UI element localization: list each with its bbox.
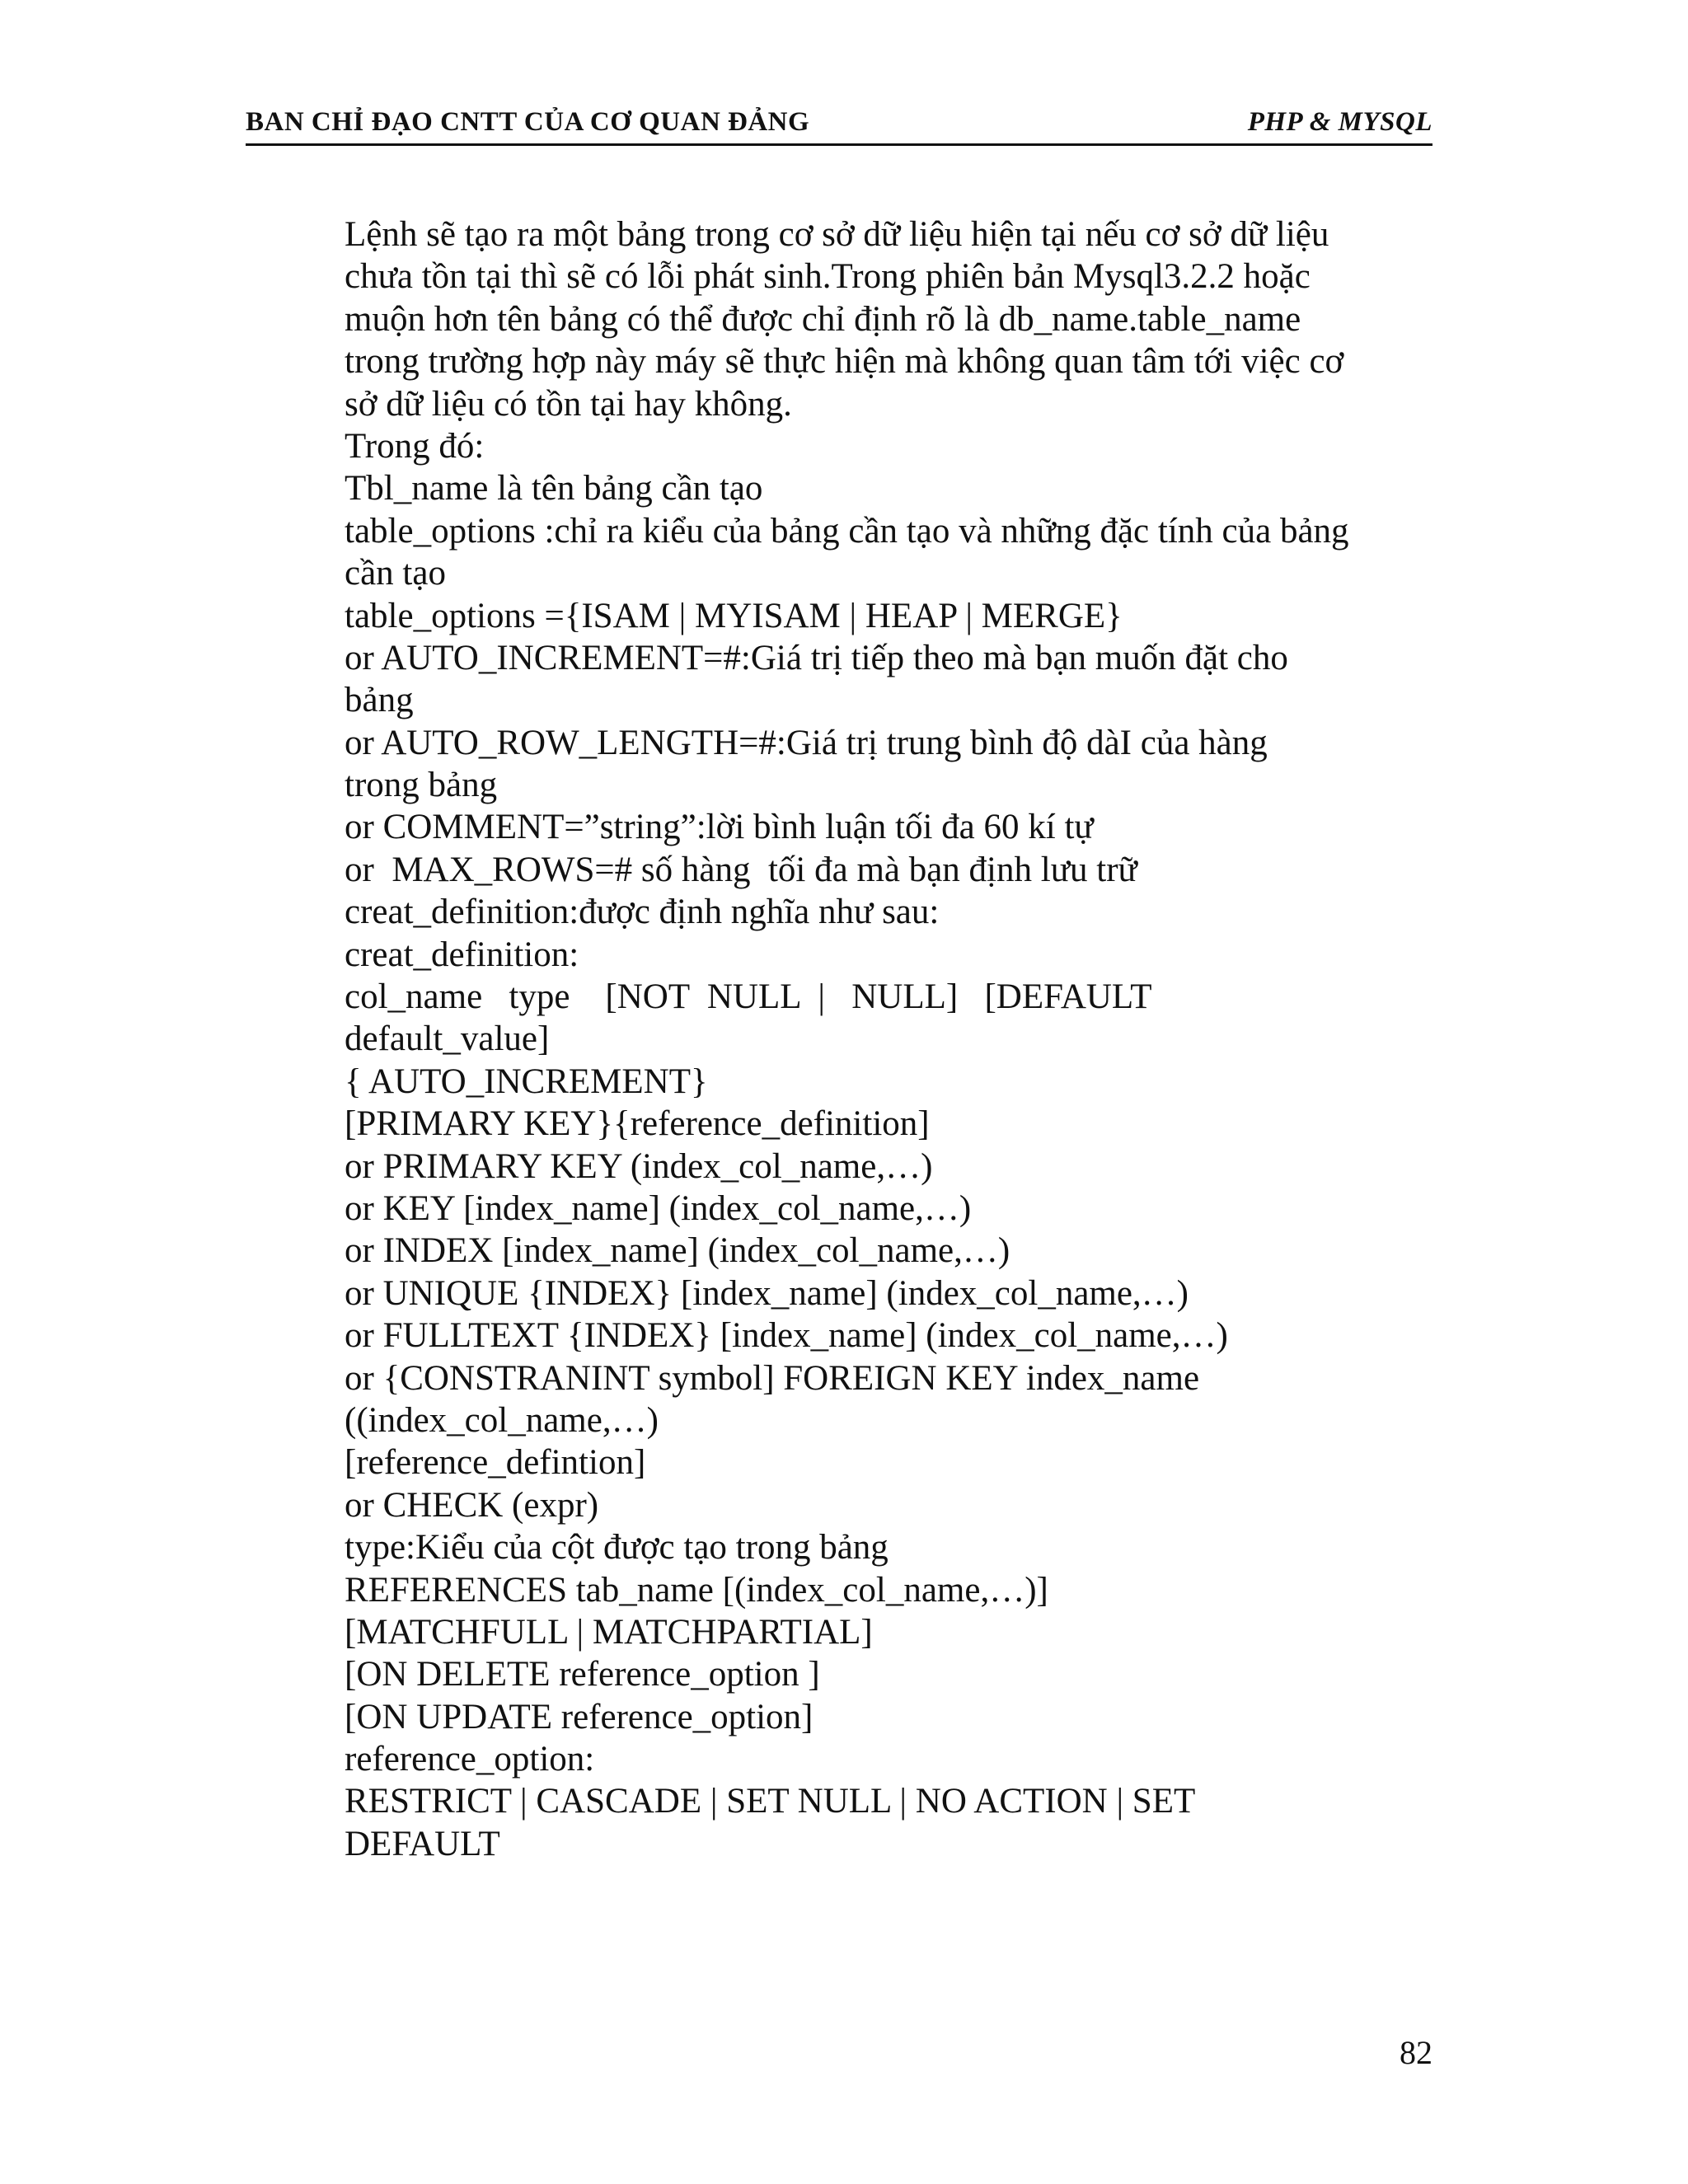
body-line: chưa tồn tại thì sẽ có lỗi phát sinh.Trong phiên bản Mysql3.2.2 hoặc <box>345 257 1311 297</box>
body-line: reference_option: <box>345 1740 595 1779</box>
body-line: creat_definition:được định nghĩa như sau: <box>345 893 940 932</box>
body-line: Lệnh sẽ tạo ra một bảng trong cơ sở dữ liệu hiện tại nếu cơ sở dữ liệu <box>345 215 1329 254</box>
body-line: default_value] <box>345 1019 550 1059</box>
body-line: [MATCHFULL | MATCHPARTIAL] <box>345 1612 873 1652</box>
body-line: table_options ={ISAM | MYISAM | HEAP | MERGE} <box>345 596 1123 635</box>
body-line: RESTRICT | CASCADE | SET NULL | NO ACTION | SET <box>345 1782 1196 1821</box>
body-line: or AUTO_ROW_LENGTH=#:Giá trị trung bình độ dàI của hàng <box>345 723 1268 762</box>
body-line: creat_definition: <box>345 935 579 974</box>
page-header <box>246 104 1432 146</box>
body-line: Tbl_name là tên bảng cần tạo <box>345 469 763 509</box>
body-line: { AUTO_INCREMENT} <box>345 1062 708 1101</box>
body-line: or CHECK (expr) <box>345 1485 599 1525</box>
body-line: sở dữ liệu có tồn tại hay không. <box>345 384 792 424</box>
body-line: or {CONSTRANINT symbol] FOREIGN KEY index_name <box>345 1358 1200 1398</box>
body-line: bảng <box>345 681 414 720</box>
body-line: type:Kiểu của cột được tạo trong bảng <box>345 1528 889 1568</box>
body-line: [reference_defintion] <box>345 1443 646 1483</box>
body-line: or COMMENT=”string”:lời bình luận tối đa 60 kí tự <box>345 808 1094 847</box>
body-line: or FULLTEXT {INDEX} [index_name] (index_col_name,…) <box>345 1316 1228 1356</box>
body-line: trong bảng <box>345 766 498 805</box>
body-line: [PRIMARY KEY}{reference_definition] <box>345 1104 930 1144</box>
body-line: col_name type [NOT NULL | NULL] [DEFAULT <box>345 977 1152 1017</box>
body-line: cần tạo <box>345 554 446 593</box>
body-line: or AUTO_INCREMENT=#:Giá trị tiếp theo mà bạn muốn đặt cho <box>345 638 1288 677</box>
body-line: [ON DELETE reference_option ] <box>345 1655 820 1694</box>
header-organization: BAN CHỈ ĐẠO CNTT CỦA CƠ QUAN ĐẢNG <box>246 107 810 137</box>
body-line: or MAX_ROWS=# số hàng tối đa mà bạn định lưu trữ <box>345 850 1137 889</box>
body-line: ((index_col_name,…) <box>345 1400 659 1440</box>
body-line: table_options :chỉ ra kiểu của bảng cần tạo và những đặc tính của bảng <box>345 511 1349 551</box>
header-book-title: PHP & MYSQL <box>1247 107 1432 137</box>
page-number: 82 <box>1400 2034 1432 2071</box>
body-line: DEFAULT <box>345 1824 500 1863</box>
body-line: [ON UPDATE reference_option] <box>345 1697 814 1736</box>
body-line: Trong đó: <box>345 426 485 466</box>
body-line: or KEY [index_name] (index_col_name,…) <box>345 1188 972 1228</box>
body-line: or INDEX [index_name] (index_col_name,…) <box>345 1231 1010 1271</box>
body-line: muộn hơn tên bảng có thể được chỉ định rõ là db_name.table_name <box>345 299 1301 339</box>
body-line: or PRIMARY KEY (index_col_name,…) <box>345 1146 933 1186</box>
page-body <box>345 213 1432 1865</box>
body-line: REFERENCES tab_name [(index_col_name,…)] <box>345 1570 1048 1610</box>
body-line: or UNIQUE {INDEX} [index_name] (index_col_name,…) <box>345 1273 1189 1313</box>
body-line: trong trường hợp này máy sẽ thực hiện mà không quan tâm tới việc cơ <box>345 342 1344 382</box>
